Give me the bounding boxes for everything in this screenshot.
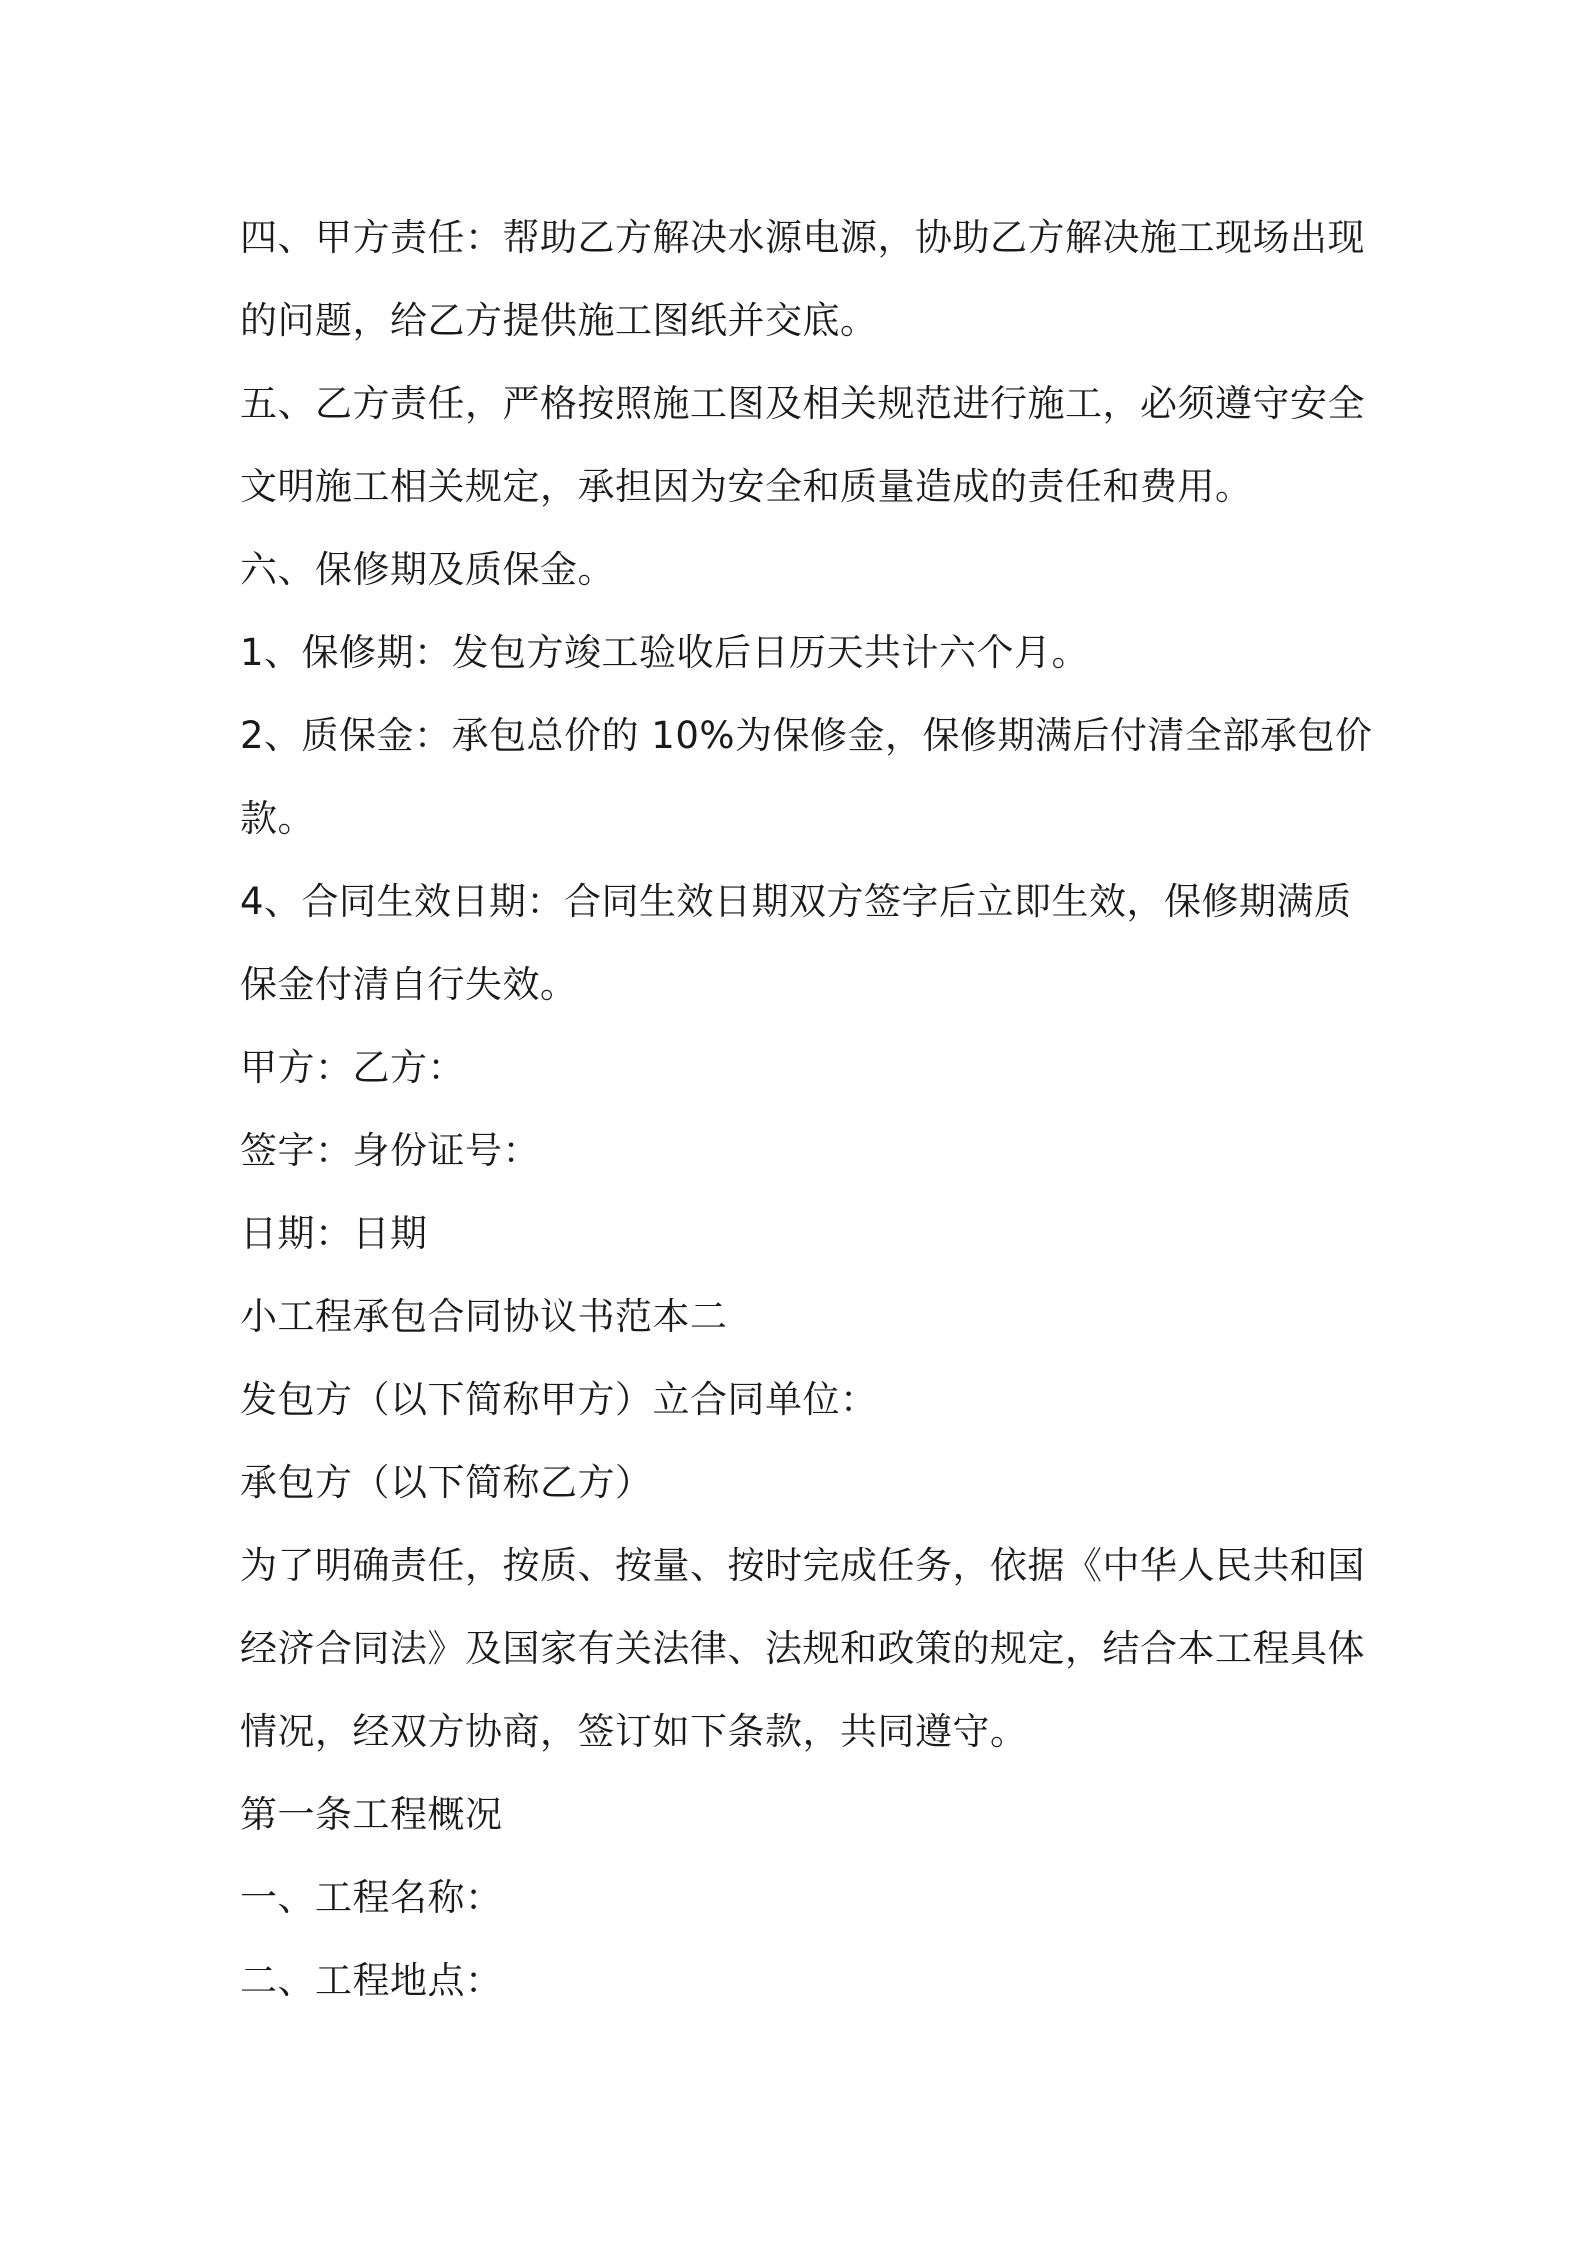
section-warranty-heading: 六、保修期及质保金。 [240, 548, 615, 591]
article-one-heading: 第一条工程概况 [240, 1793, 503, 1836]
preamble-paragraph-cont-2: 情况，经双方协商，签订如下条款，共同遵守。 [240, 1710, 1028, 1753]
project-name-item: 一、工程名称： [240, 1876, 503, 1919]
clause-party-a-responsibility-cont: 的问题，给乙方提供施工图纸并交底。 [240, 299, 878, 342]
signature-id-line: 签字：身份证号： [240, 1129, 540, 1172]
template-two-title: 小工程承包合同协议书范本二 [240, 1295, 728, 1338]
clause-party-a-responsibility: 四、甲方责任：帮助乙方解决水源电源，协助乙方解决施工现场出现 [240, 216, 1365, 259]
preamble-paragraph-cont-1: 经济合同法》及国家有关法律、法规和政策的规定，结合本工程具体 [240, 1627, 1365, 1670]
project-location-item: 二、工程地点： [240, 1959, 503, 2002]
effective-date-item: 4、合同生效日期：合同生效日期双方签字后立即生效，保修期满质 [240, 880, 1352, 923]
signature-parties-line: 甲方：乙方： [240, 1046, 465, 1089]
effective-date-item-cont: 保金付清自行失效。 [240, 963, 578, 1006]
signature-date-line: 日期：日期 [240, 1212, 428, 1255]
document-body [240, 196, 1373, 2022]
clause-party-b-responsibility-cont: 文明施工相关规定，承担因为安全和质量造成的责任和费用。 [240, 465, 1253, 508]
warranty-deposit-item-cont: 款。 [240, 797, 315, 840]
clause-party-b-responsibility: 五、乙方责任，严格按照施工图及相关规范进行施工，必须遵守安全 [240, 382, 1365, 425]
warranty-deposit-item: 2、质保金：承包总价的 10%为保修金，保修期满后付清全部承包价 [240, 714, 1373, 757]
preamble-paragraph: 为了明确责任，按质、按量、按时完成任务，依据《中华人民共和国 [240, 1544, 1365, 1587]
contractor-party-b-line: 承包方（以下简称乙方） [240, 1461, 653, 1504]
warranty-period-item: 1、保修期：发包方竣工验收后日历天共计六个月。 [240, 631, 1090, 674]
contractor-party-a-line: 发包方（以下简称甲方）立合同单位： [240, 1378, 878, 1421]
